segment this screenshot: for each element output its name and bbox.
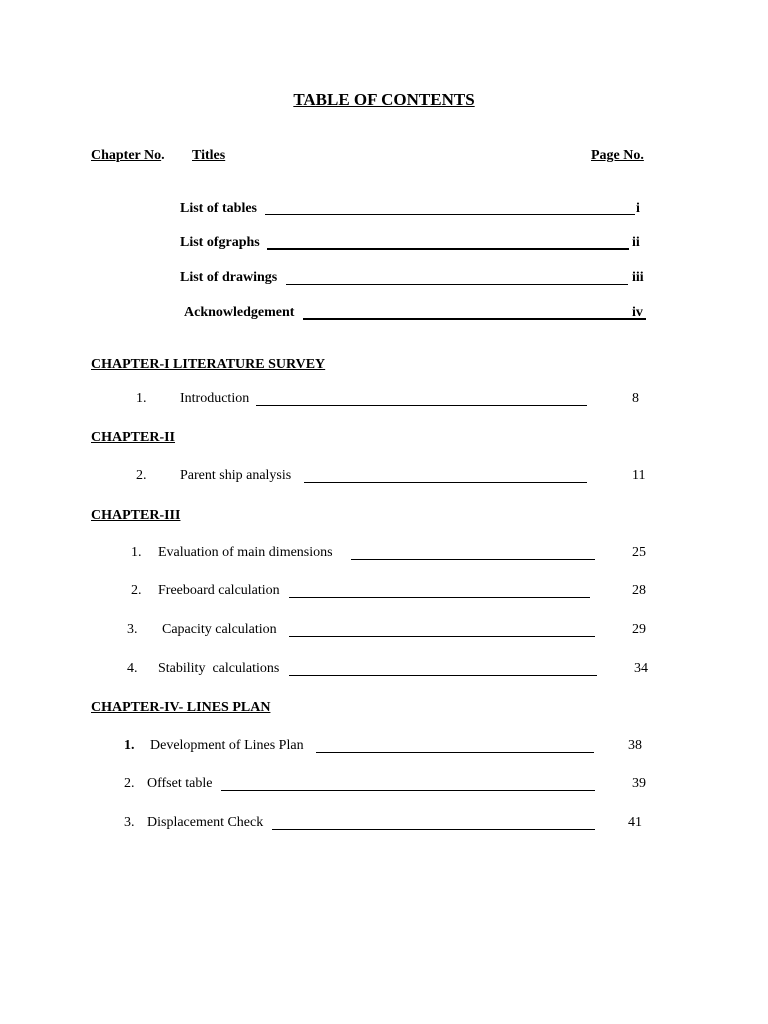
entry-number: 1. bbox=[124, 738, 135, 753]
page-title: TABLE OF CONTENTS bbox=[293, 90, 475, 109]
entry-number: 4. bbox=[127, 661, 138, 676]
entry-title: Capacity calculation bbox=[162, 622, 277, 637]
header-page-no: Page No. bbox=[591, 148, 644, 163]
entry-page: 28 bbox=[632, 583, 646, 598]
leader-line bbox=[221, 790, 595, 791]
leader-line bbox=[289, 675, 597, 676]
entry-number: 1. bbox=[136, 391, 147, 406]
chapter-heading: CHAPTER-II bbox=[91, 430, 176, 445]
entry-page: 8 bbox=[632, 391, 639, 406]
entry-title: Parent ship analysis bbox=[180, 468, 292, 483]
front-matter-label: Acknowledgement bbox=[184, 305, 295, 320]
leader-line bbox=[256, 405, 587, 406]
front-matter-label: List of drawings bbox=[180, 270, 278, 285]
entry-number: 1. bbox=[131, 545, 142, 560]
header-titles: Titles bbox=[192, 148, 226, 163]
leader-line bbox=[289, 636, 595, 637]
leader-line bbox=[289, 597, 590, 598]
leader-line bbox=[272, 829, 595, 830]
header-chapter-no bbox=[91, 147, 165, 165]
entry-title: Displacement Check bbox=[147, 815, 264, 830]
front-matter-page: ii bbox=[632, 235, 640, 250]
leader-line bbox=[316, 752, 594, 753]
entry-number: 2. bbox=[136, 468, 147, 483]
entry-page: 29 bbox=[632, 622, 646, 637]
front-matter-page: iv bbox=[632, 305, 643, 320]
entry-title: Development of Lines Plan bbox=[150, 738, 304, 753]
entry-title: Freeboard calculation bbox=[158, 583, 280, 598]
front-matter-page: iii bbox=[632, 270, 644, 285]
entry-title: Stability calculations bbox=[158, 661, 280, 676]
entry-page: 41 bbox=[628, 815, 642, 830]
header-chapter-no-label: Chapter No bbox=[91, 148, 162, 163]
front-matter-page: i bbox=[636, 201, 640, 216]
entry-title: Introduction bbox=[180, 391, 250, 406]
chapter-heading: CHAPTER-III bbox=[91, 508, 181, 523]
entry-page: 11 bbox=[632, 468, 646, 483]
entry-number: 2. bbox=[124, 776, 135, 791]
entry-page: 34 bbox=[634, 661, 648, 676]
entry-title: Evaluation of main dimensions bbox=[158, 545, 333, 560]
front-matter-label: List of tables bbox=[180, 201, 257, 216]
leader-line bbox=[303, 318, 646, 320]
leader-line bbox=[351, 559, 595, 560]
chapter-heading: CHAPTER-IV- LINES PLAN bbox=[91, 700, 271, 715]
leader-line bbox=[286, 284, 628, 285]
leader-line bbox=[265, 214, 635, 215]
entry-number: 2. bbox=[131, 583, 142, 598]
entry-page: 25 bbox=[632, 545, 646, 560]
leader-line bbox=[267, 248, 629, 250]
entry-number: 3. bbox=[127, 622, 138, 637]
entry-number: 3. bbox=[124, 815, 135, 830]
front-matter-label: List ofgraphs bbox=[180, 235, 260, 250]
entry-page: 39 bbox=[632, 776, 646, 791]
entry-title: Offset table bbox=[147, 776, 213, 791]
header-chapter-no-dot: . bbox=[161, 148, 165, 163]
chapter-heading: CHAPTER-I LITERATURE SURVEY bbox=[91, 357, 326, 372]
leader-line bbox=[304, 482, 587, 483]
entry-page: 38 bbox=[628, 738, 642, 753]
